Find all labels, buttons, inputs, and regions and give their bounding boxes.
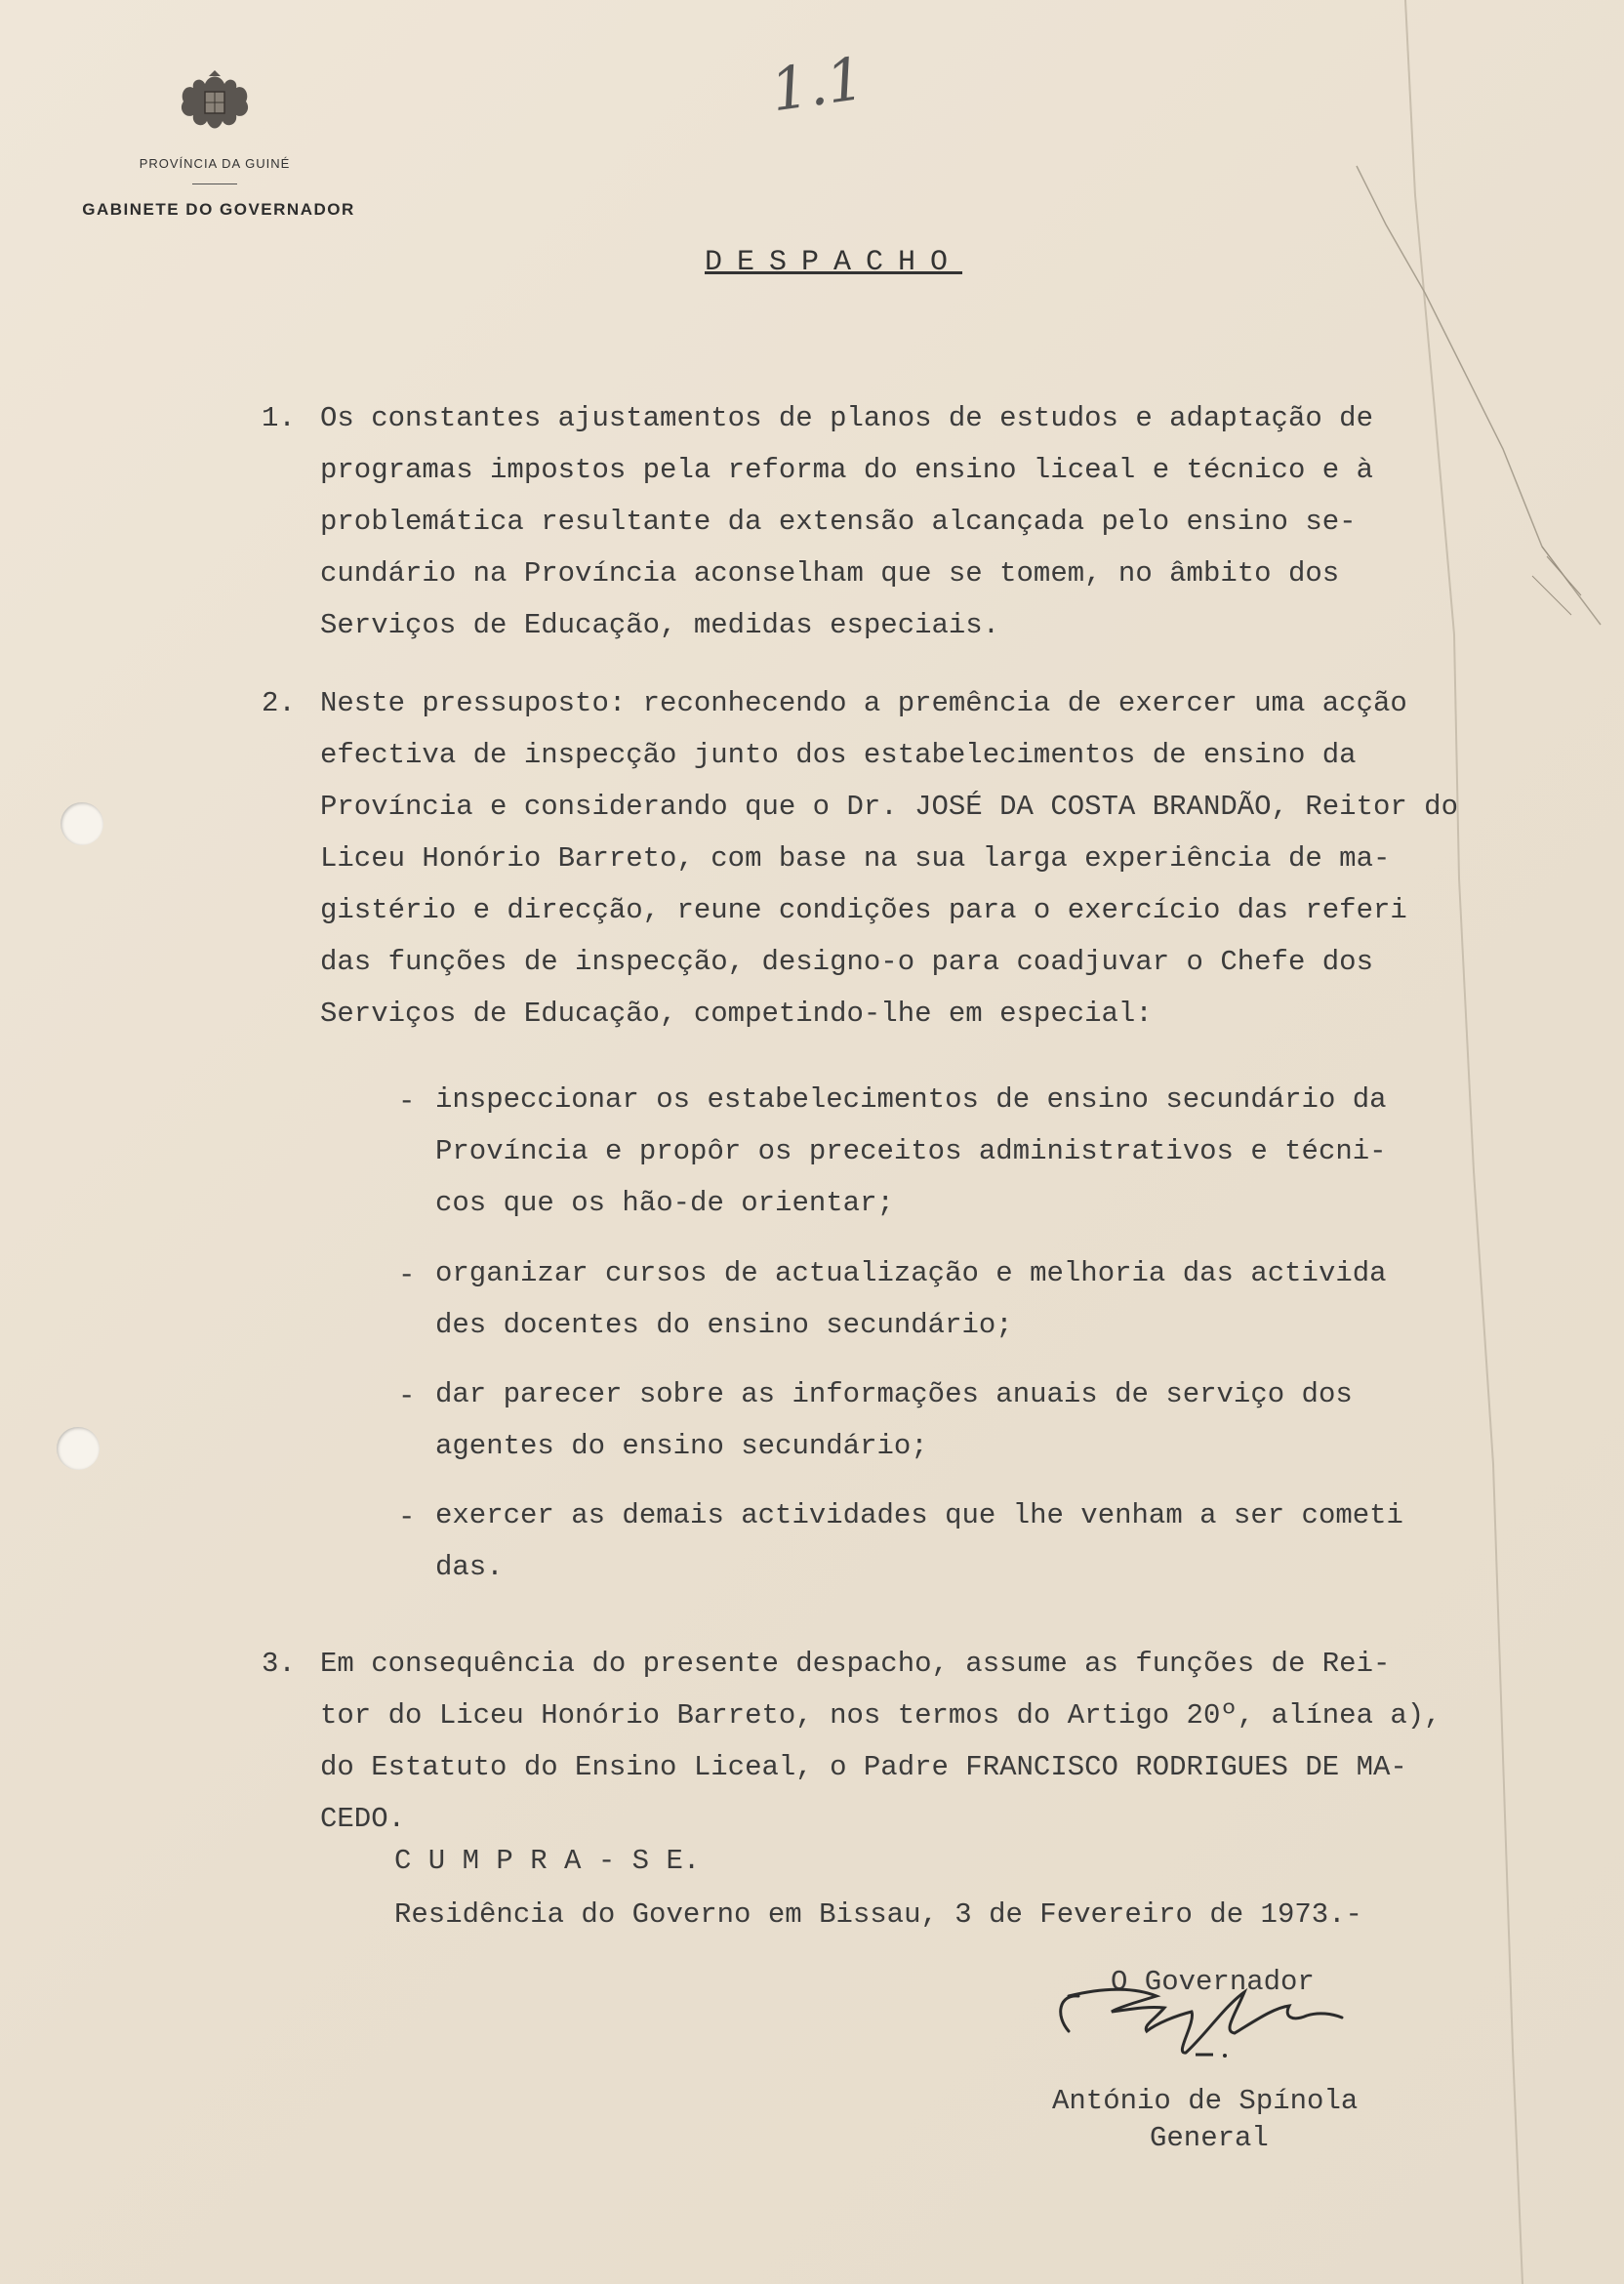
paragraph-2-line: Liceu Honório Barreto, com base na sua larga experiência de ma- (320, 842, 1391, 875)
paragraph-1-number: 1. (262, 402, 296, 434)
list-item-line: des docentes do ensino secundário; (435, 1309, 1013, 1341)
list-item-line: agentes do ensino secundário; (435, 1430, 928, 1462)
paragraph-2-line: Província e considerando que o Dr. JOSÉ DA COSTA BRANDÃO, Reitor do (320, 791, 1458, 823)
paragraph-2-line: Serviços de Educação, competindo-lhe em especial: (320, 998, 1153, 1030)
list-item-line: exercer as demais actividades que lhe venham a ser cometi (435, 1499, 1403, 1531)
list-item (435, 1247, 1387, 1351)
list-item (435, 1074, 1387, 1229)
list-bullet: - (398, 1501, 416, 1533)
signatory-name: António de Spínola (1052, 2085, 1359, 2117)
paragraph-1-line: Serviços de Educação, medidas especiais. (320, 609, 1000, 641)
paragraph-1-line: programas impostos pela reforma do ensino liceal e técnico e à (320, 454, 1373, 486)
list-bullet: - (398, 1085, 416, 1118)
paragraph-2 (320, 677, 1458, 1040)
list-bullet: - (398, 1259, 416, 1291)
list-item-line: Província e propôr os preceitos administrativos e técni- (435, 1135, 1387, 1167)
list-item (435, 1368, 1353, 1472)
list-item-line: dar parecer sobre as informações anuais de serviço dos (435, 1378, 1353, 1410)
paragraph-2-number: 2. (262, 687, 296, 719)
coat-of-arms-icon (176, 70, 254, 135)
paragraph-1-line: problemática resultante da extensão alcançada pelo ensino se- (320, 506, 1357, 538)
paragraph-1-line: Os constantes ajustamentos de planos de estudos e adaptação de (320, 402, 1373, 434)
list-item-line: organizar cursos de actualização e melhoria das activida (435, 1257, 1387, 1289)
list-item-line: das. (435, 1551, 504, 1583)
folio-number: 1.1 (766, 44, 869, 126)
paragraph-2-line: das funções de inspecção, designo-o para coadjuvar o Chefe dos (320, 946, 1373, 978)
paragraph-3 (320, 1638, 1441, 1845)
paragraph-2-line: Neste pressuposto: reconhecendo a premência de exercer uma acção (320, 687, 1407, 719)
paragraph-3-number: 3. (262, 1648, 296, 1680)
paragraph-3-line: Em consequência do presente despacho, assume as funções de Rei- (320, 1648, 1391, 1680)
paragraph-3-line: CEDO. (320, 1803, 406, 1835)
paragraph-3-line: do Estatuto do Ensino Liceal, o Padre FRANCISCO RODRIGUES DE MA- (320, 1751, 1407, 1783)
province-heading: PROVÍNCIA DA GUINÉ (139, 156, 291, 171)
punch-hole-upper (61, 802, 103, 845)
list-bullet: - (398, 1380, 416, 1412)
list-item-line: cos que os hão-de orientar; (435, 1187, 894, 1219)
paragraph-1 (320, 392, 1373, 651)
closing-order: C U M P R A - S E. (394, 1845, 701, 1877)
signatory-rank: General (1150, 2122, 1269, 2154)
signatory-role: O Governador (1111, 1966, 1315, 1998)
handwritten-signature (1049, 1937, 1410, 2084)
list-item-line: inspeccionar os estabelecimentos de ensino secundário da (435, 1083, 1387, 1116)
office-heading: GABINETE DO GOVERNADOR (82, 200, 355, 219)
punch-hole-lower (57, 1427, 100, 1470)
paragraph-1-line: cundário na Província aconselham que se tomem, no âmbito dos (320, 557, 1340, 590)
paragraph-3-line: tor do Liceu Honório Barreto, nos termos do Artigo 20º, alínea a), (320, 1699, 1441, 1732)
document-title: DESPACHO (705, 246, 963, 279)
list-item (435, 1489, 1403, 1593)
paragraph-2-line: efectiva de inspecção junto dos estabelecimentos de ensino da (320, 739, 1357, 771)
paragraph-2-line: gistério e direcção, reune condições para o exercício das referi (320, 894, 1407, 926)
closing-place-date: Residência do Governo em Bissau, 3 de Fevereiro de 1973.- (394, 1898, 1362, 1931)
